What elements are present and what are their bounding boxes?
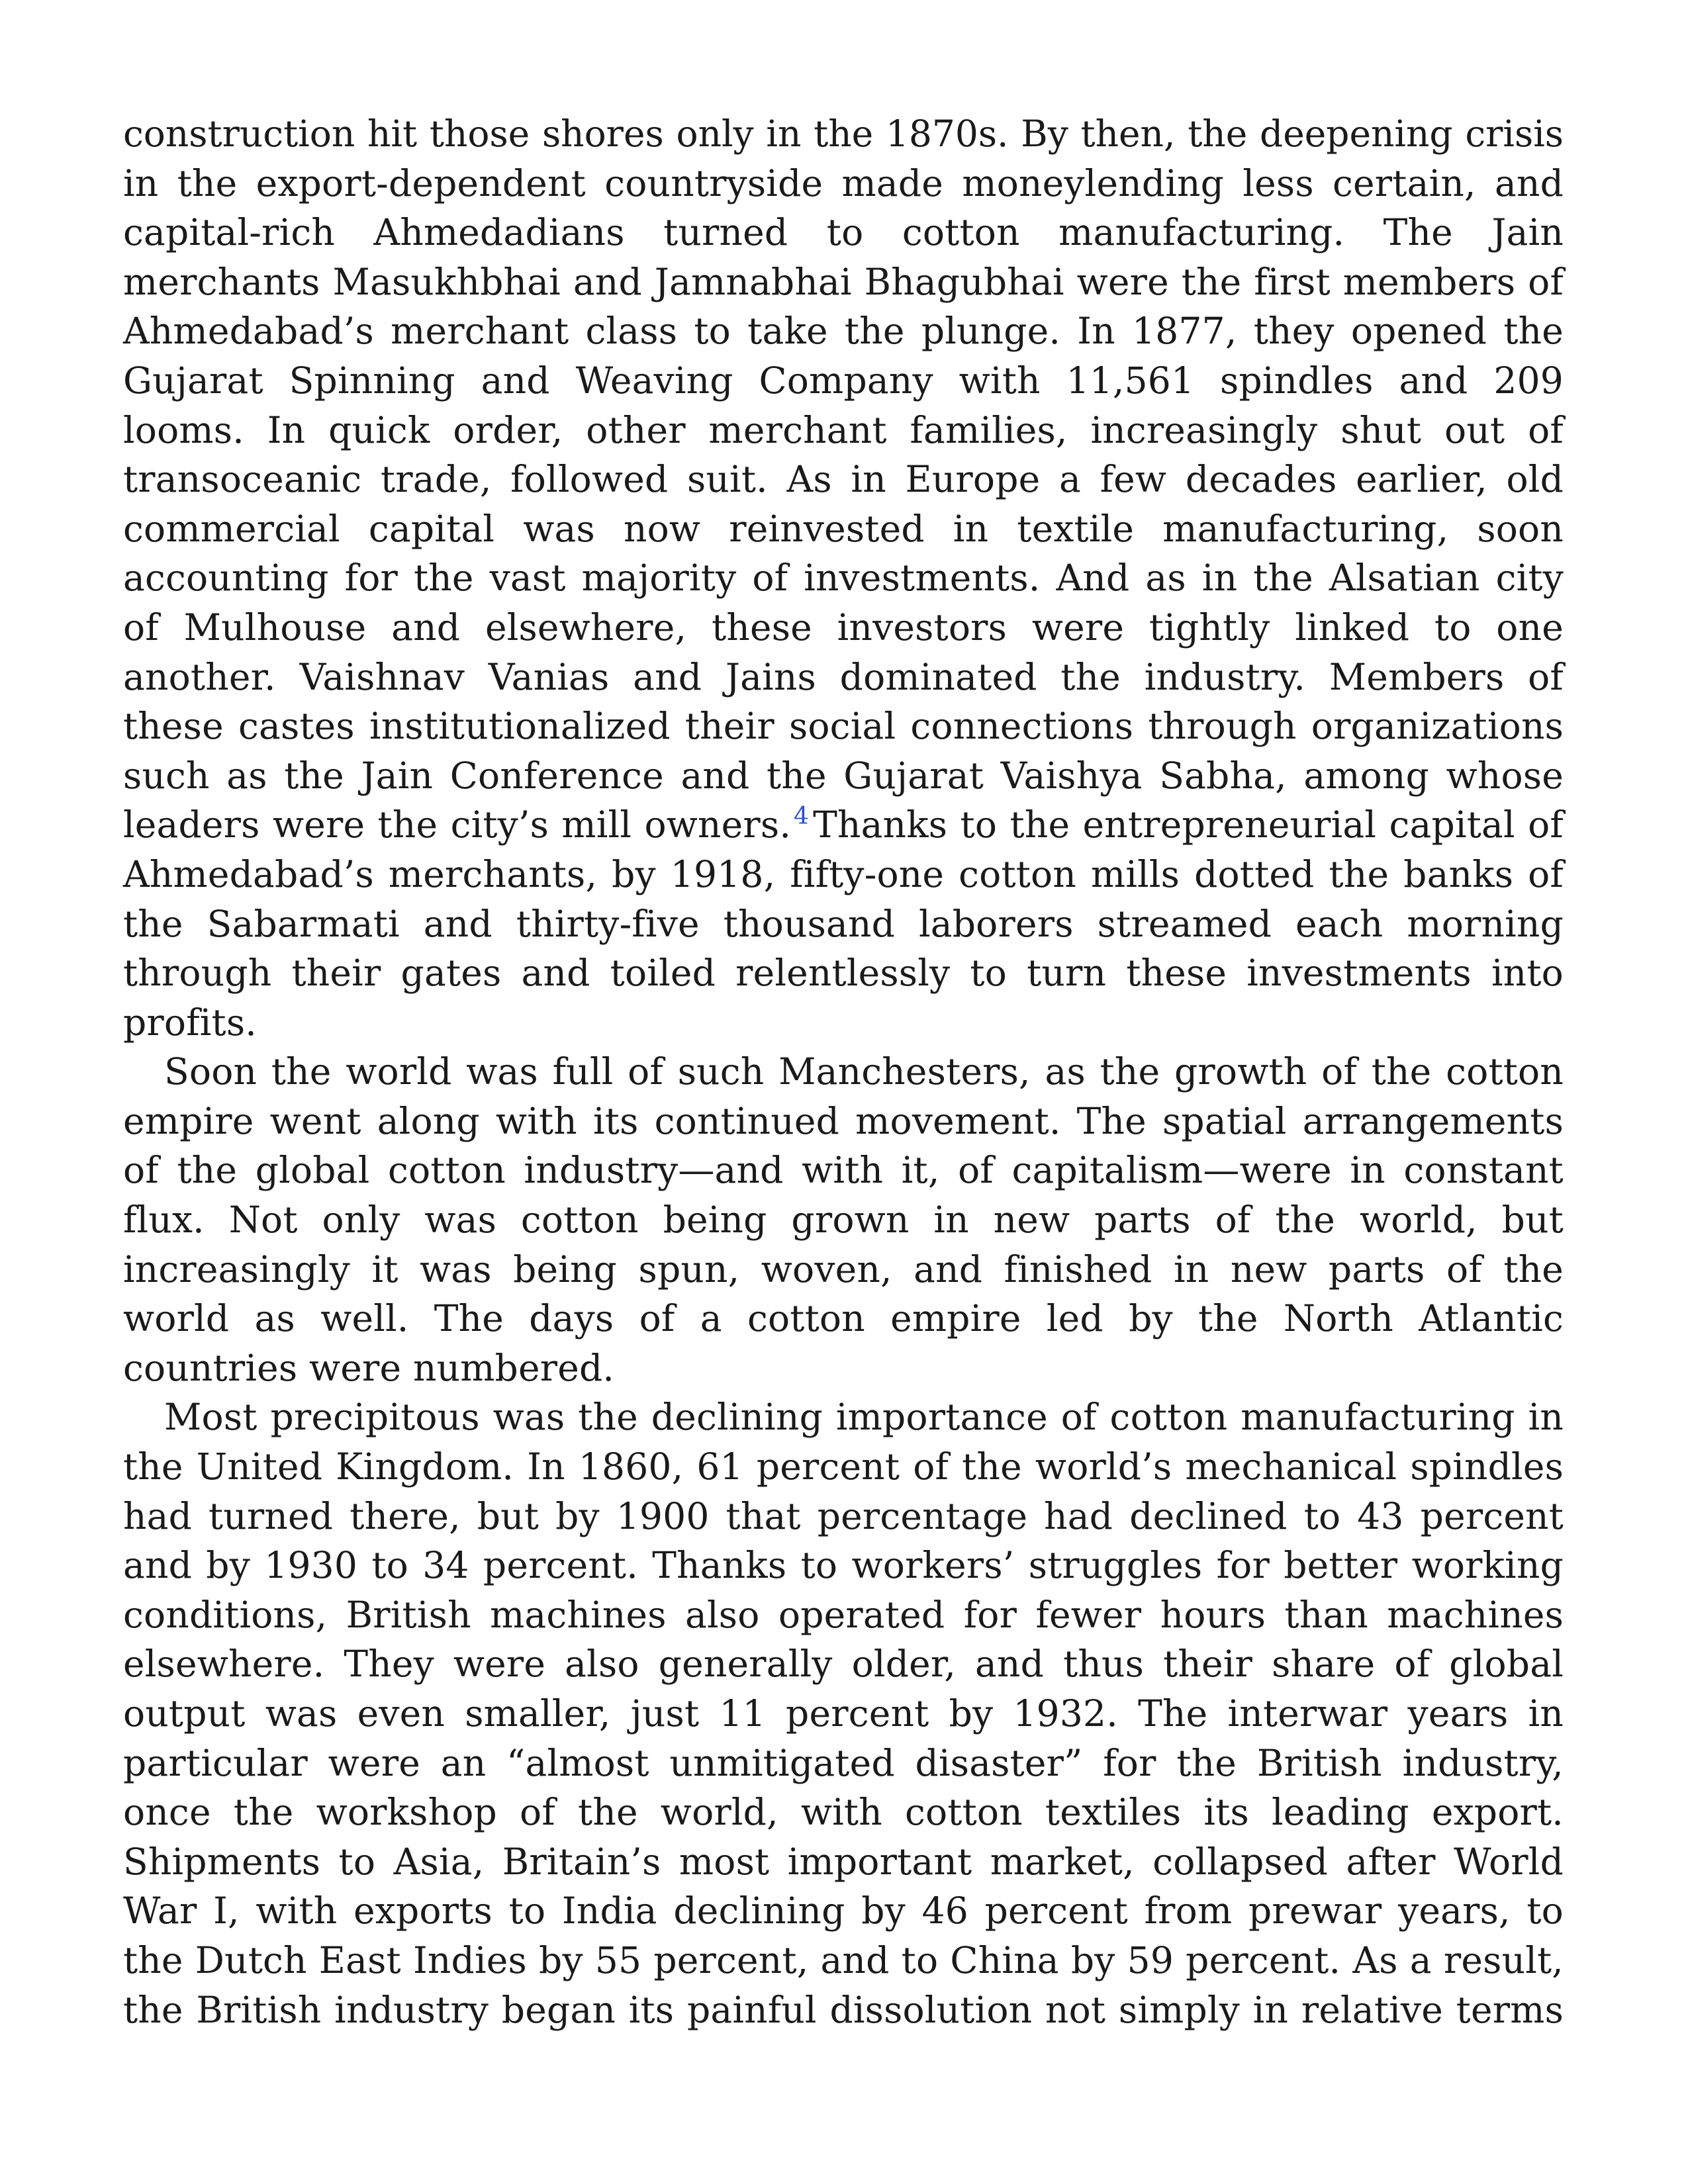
text-line: the United Kingdom. In 1860, 61 percent of the world’s mechanical spindles <box>123 1445 1564 1488</box>
text-line: commercial capital was now reinvested in textile manufacturing, soon <box>123 507 1564 550</box>
text-line: Gujarat Spinning and Weaving Company with 11,561 spindles and 209 <box>123 359 1564 402</box>
text-line: empire went along with its continued movement. The spatial arrangements <box>123 1099 1564 1142</box>
text-line: such as the Jain Conference and the Gujarat Vaishya Sabha, among whose <box>123 754 1564 797</box>
paragraph <box>123 1047 1564 1392</box>
text-line <box>123 800 1564 850</box>
text-line: looms. In quick order, other merchant families, increasingly shut out of <box>123 408 1564 451</box>
text-line: of Mulhouse and elsewhere, these investors were tightly linked to one <box>123 606 1564 649</box>
text-line: capital-rich Ahmedadians turned to cotton manufacturing. The Jain <box>123 211 1564 254</box>
text-line: output was even smaller, just 11 percent by 1932. The interwar years in <box>123 1692 1564 1735</box>
text-line: construction hit those shores only in the 1870s. By then, the deepening crisis <box>123 113 1564 155</box>
text-line: elsewhere. They were also generally older, and thus their share of global <box>123 1643 1564 1686</box>
text-line: Soon the world was full of such Manchesters, as the growth of the cotton <box>164 1050 1564 1093</box>
text-line: of the global cotton industry—and with it, of capitalism—were in constant <box>123 1149 1564 1192</box>
text-line: Shipments to Asia, Britain’s most important market, collapsed after World <box>123 1840 1564 1883</box>
text-line: transoceanic trade, followed suit. As in Europe a few decades earlier, old <box>123 458 1564 501</box>
text-line: particular were an “almost unmitigated disaster” for the British industry, <box>123 1741 1564 1784</box>
text-line: world as well. The days of a cotton empire led by the North Atlantic <box>123 1297 1564 1340</box>
paragraph <box>123 1392 1564 2034</box>
text-line: flux. Not only was cotton being grown in new parts of the world, but <box>123 1199 1564 1242</box>
page-body <box>123 109 1564 2034</box>
text-line: Ahmedabad’s merchant class to take the plunge. In 1877, they opened the <box>123 310 1564 353</box>
text-line: increasingly it was being spun, woven, and finished in new parts of the <box>123 1248 1564 1291</box>
text-line: profits. <box>123 1001 257 1044</box>
text-segment: Thanks to the entrepreneurial capital of <box>813 803 1564 846</box>
footnote-reference-link[interactable]: 4 <box>794 803 810 831</box>
text-line: these castes institutionalized their social connections through organizations <box>123 705 1564 748</box>
text-line: had turned there, but by 1900 that percentage had declined to 43 percent <box>123 1494 1564 1537</box>
paragraph <box>123 109 1564 1047</box>
text-line: merchants Masukhbhai and Jamnabhai Bhagubhai were the first members of <box>123 260 1564 303</box>
text-line: the Dutch East Indies by 55 percent, and to China by 59 percent. As a result, <box>123 1938 1564 1981</box>
text-line: countries were numbered. <box>123 1346 615 1389</box>
text-line: in the export-dependent countryside made moneylending less certain, and <box>123 161 1564 205</box>
text-line: Ahmedabad’s merchants, by 1918, fifty-one cotton mills dotted the banks of <box>123 852 1564 895</box>
text-line: accounting for the vast majority of investments. And as in the Alsatian city <box>123 557 1564 600</box>
text-line: Most precipitous was the declining importance of cotton manufacturing in <box>164 1396 1564 1439</box>
text-line: once the workshop of the world, with cotton textiles its leading export. <box>123 1791 1564 1834</box>
text-segment: leaders were the city’s mill owners. <box>123 803 792 846</box>
text-line: and by 1930 to 34 percent. Thanks to workers’ struggles for better working <box>123 1544 1564 1587</box>
text-line: conditions, British machines also operated for fewer hours than machines <box>123 1593 1564 1636</box>
text-line: through their gates and toiled relentlessly to turn these investments into <box>123 952 1564 995</box>
text-line: War I, with exports to India declining by 46 percent from prewar years, to <box>123 1889 1564 1933</box>
text-line: the British industry began its painful dissolution not simply in relative terms <box>123 1988 1564 2031</box>
text-line: the Sabarmati and thirty-five thousand laborers streamed each morning <box>123 902 1564 945</box>
text-line: another. Vaishnav Vanias and Jains dominated the industry. Members of <box>123 655 1564 698</box>
